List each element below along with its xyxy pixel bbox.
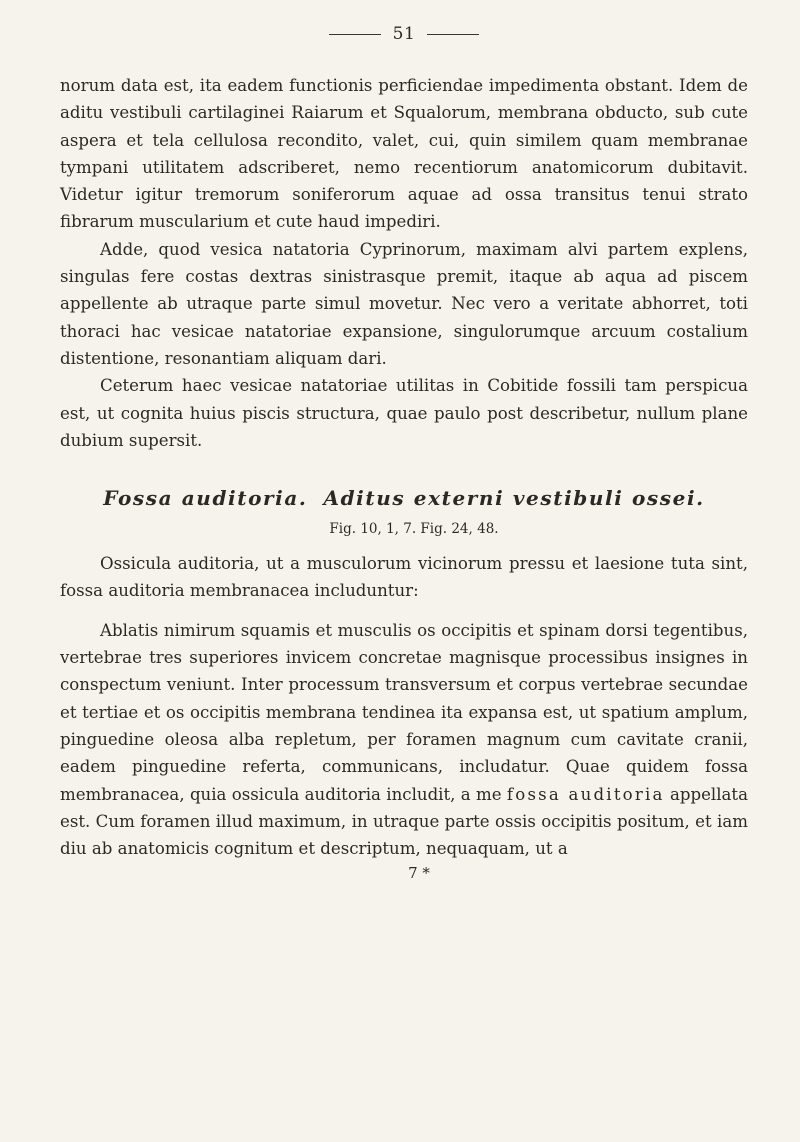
signature-mark: 7 * bbox=[408, 864, 430, 883]
paragraph-1: norum data est, ita eadem functionis perficiendae impedimenta obstant. Idem de aditu vestibuli cartilaginei Raiarum et Squalorum, membrana obducto, sub cute aspera et tela cellulosa recondito, valet, cui, quin similem quam membranae tympani utilitatem adscriberet, nemo recentiorum anatomicorum dubitavit. Videtur igitur tremorum soniferorum aquae ad ossa transitus tenui strato fibrarum muscularium et cute haud impediri. bbox=[60, 76, 748, 232]
section-gap bbox=[60, 454, 748, 484]
figure-reference: Fig. 10, 1, 7. Fig. 24, 48. bbox=[329, 521, 499, 538]
term-fossa-auditoria: fossa auditoria bbox=[506, 784, 665, 804]
paragraph-2: Adde, quod vesica natatoria Cyprinorum, maximam alvi partem explens, singulas fere costas dextras sinistrasque premit, itaque ab aqua ad piscem appellente ab utraque parte simul movetur. Nec vero a veritate abhorret, toti thoraci hac vesicae natatoriae expansione, singulorumque arcuum costalium distentione, resonantiam aliquam dari. bbox=[60, 239, 748, 368]
paragraph-4: Ossicula auditoria, ut a musculorum vicinorum pressu et laesione tuta sint, fossa auditoria membranacea includuntur: bbox=[60, 554, 748, 601]
page-header bbox=[60, 22, 748, 46]
paragraph-5 bbox=[60, 617, 748, 863]
header-rule-right bbox=[427, 34, 479, 35]
section-title-aditus: Aditus externi vestibuli ossei. bbox=[323, 486, 705, 511]
page-number: 51 bbox=[392, 24, 416, 44]
paragraph-5-after: appellata est. Cum foramen illud maximum, in utraque parte ossis occipitis positum, et iam diu ab anatomicis cognitum et descriptum, nequaquam, ut a bbox=[60, 784, 748, 859]
header-rule-left bbox=[329, 34, 381, 35]
section-heading bbox=[60, 484, 748, 512]
paragraph-gap bbox=[60, 605, 748, 617]
paragraph-5-before: Ablatis nimirum squamis et musculis os occipitis et spinam dorsi tegentibus, vertebrae tres superiores invicem concretae magnisque processibus insignes in conspectum veniunt. Inter processum transversum et corpus vertebrae secundae et tertiae et os occipitis membrana tendinea ita expansa est, ut spatium amplum, pinguedine oleosa alba repletum, per foramen magnum cum cavitate cranii, eadem pinguedine referta, communicans, includatur. Quae quidem fossa membranacea, quia ossicula auditoria includit, a me bbox=[60, 620, 748, 804]
body-text bbox=[60, 72, 748, 862]
paragraph-3: Ceterum haec vesicae natatoriae utilitas in Cobitide fossili tam perspicua est, ut cognita huius piscis structura, quae paulo post describetur, nullum plane dubium supersit. bbox=[60, 376, 748, 450]
section-title-fossa: Fossa auditoria. bbox=[103, 486, 308, 511]
